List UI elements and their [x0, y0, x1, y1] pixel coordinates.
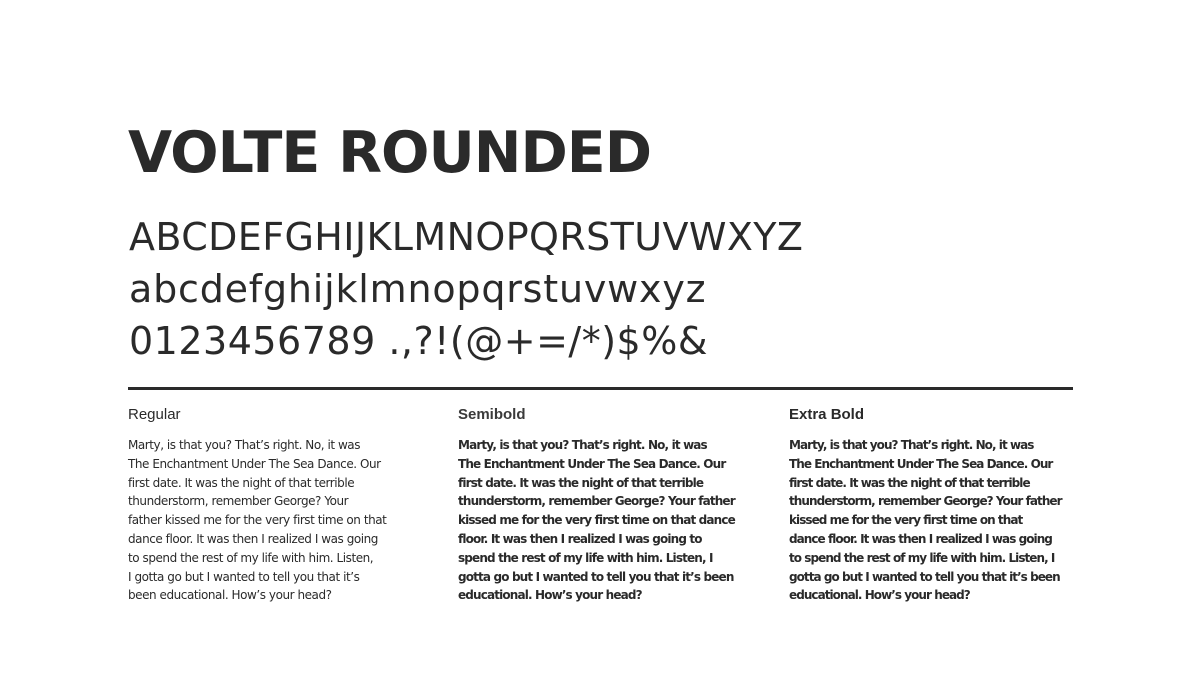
font-title: VOLTE ROUNDED	[128, 120, 652, 186]
sample-line: dance floor. It was then I realized I was going	[789, 531, 1052, 546]
weight-heading-semibold: Semibold	[458, 406, 526, 423]
uppercase-alphabet: ABCDEFGHIJKLMNOPQRSTUVWXYZ	[129, 215, 804, 259]
sample-line: The Enchantment Under The Sea Dance. Our	[789, 456, 1053, 471]
sample-line: gotta go but I wanted to tell you that it’s been	[789, 569, 1060, 584]
sample-line: Marty, is that you? That’s right. No, it was	[458, 438, 707, 452]
sample-line: Marty, is that you? That’s right. No, it was	[789, 438, 1034, 452]
sample-line: dance floor. It was then I realized I was going	[128, 531, 378, 546]
sample-line: The Enchantment Under The Sea Dance. Our	[458, 456, 726, 471]
weight-column-semibold	[458, 405, 748, 605]
sample-line: thunderstorm, remember George? Your	[128, 494, 349, 509]
weight-heading-regular: Regular	[128, 406, 181, 423]
sample-line: gotta go but I wanted to tell you that it’s been	[458, 569, 734, 584]
sample-line: kissed me for the very first time on that dance	[458, 513, 735, 528]
sample-text-regular	[128, 436, 418, 605]
lowercase-alphabet: abcdefghijklmnopqrstuvwxyz	[129, 267, 707, 311]
sample-line: floor. It was then I realized I was going to	[458, 531, 702, 546]
weight-heading-extra-bold: Extra Bold	[789, 406, 865, 423]
sample-line: been educational. How’s your head?	[128, 588, 332, 603]
weight-column-extra-bold	[789, 405, 1079, 605]
sample-line: Marty, is that you? That’s right. No, it was	[128, 438, 361, 452]
weight-column-regular	[128, 405, 418, 605]
sample-line: thunderstorm, remember George? Your father	[458, 494, 735, 509]
sample-line: first date. It was the night of that terrible	[458, 475, 704, 490]
sample-line: to spend the rest of my life with him. Listen, I	[789, 550, 1055, 565]
sample-text-extra-bold	[789, 436, 1079, 605]
sample-line: kissed me for the very first time on that	[789, 513, 1023, 528]
sample-line: spend the rest of my life with him. Listen, I	[458, 550, 713, 565]
sample-line: thunderstorm, remember George? Your father	[789, 494, 1062, 509]
sample-line: to spend the rest of my life with him. Listen,	[128, 550, 374, 565]
digits-and-symbols: 0123456789 .,?!(@+=/*)$%&	[129, 319, 708, 363]
sample-line: The Enchantment Under The Sea Dance. Our	[128, 456, 381, 471]
sample-line: first date. It was the night of that terrible	[128, 475, 355, 490]
sample-text-semibold	[458, 436, 748, 605]
sample-line: I gotta go but I wanted to tell you that it’s	[128, 569, 360, 584]
sample-line: father kissed me for the very first time on that	[128, 513, 387, 528]
section-divider	[128, 387, 1073, 390]
sample-line: first date. It was the night of that terrible	[789, 475, 1030, 490]
sample-line: educational. How’s your head?	[458, 588, 642, 603]
sample-line: educational. How’s your head?	[789, 588, 970, 603]
